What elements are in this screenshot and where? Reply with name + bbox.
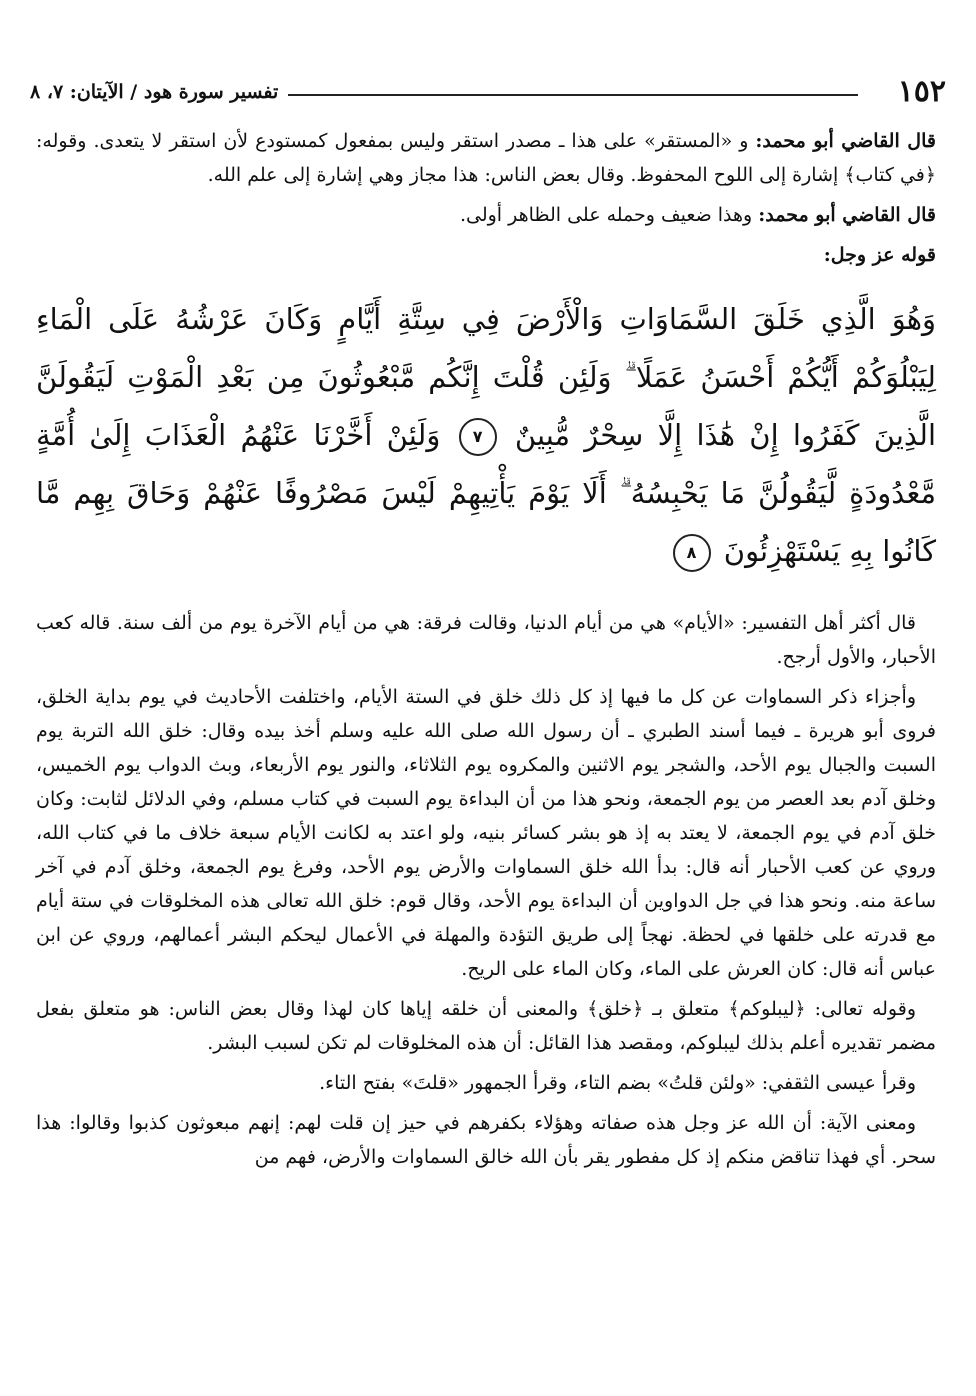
commentary-paragraph-2: وأجزاء ذكر السماوات عن كل ما فيها إذ كل ذلك خلق في الستة الأيام، واختلفت الأحاديث في يوم بداية الخلق، فروى أبو هريرة ـ فيما أسند الطبري ـ أن رسول الله صلى الله عليه وسلم أخذ بيده وقال: خلق الله التربة يوم السبت والجبال يوم الأحد، والشجر يوم الاثنين والمكروه يوم الثلاثاء، والنور يوم الأربعاء، وبث الدواب يوم الخميس، وخلق آدم بعد العصر من يوم الجمعة، ونحو هذا من أن البداءة يوم السبت في كتاب مسلم، وفي الدلائل لثابت: وكان خلق آدم في يوم الجمعة، لا يعتد به إذ هو بشر كسائر بنيه، ولو اعتد به لكانت الأيام سبعة خلاف ما في كتاب الله، وروي عن كعب الأحبار أنه قال: بدأ الله خلق السماوات والأرض يوم الأحد، وفرغ يوم الجمعة، وخلق آدم في آخر ساعة منه. ونحو هذا في جل الدواوين أن البداءة يوم الأحد، وقال قوم: خلق الله تعالى هذه المخلوقات في ستة أيام مع قدرته على خلقها في لحظة. نهجاً إلى طريق التؤدة والمهلة في الأعمال ليحكم البشر أعمالهم، وروي عن ابن عباس أنه قال: كان العرش على الماء، وكان الماء على الريح.: [36, 686, 936, 980]
commentary-paragraph-5: ومعنى الآية: أن الله عز وجل هذه صفاته وهؤلاء بكفرهم في حيز إن قلت لهم: إنهم مبعوثون كذبوا وقالوا: هذا سحر. أي فهذا تناقض منكم إذ كل مفطور يقر بأن الله خالق السماوات والأرض، فهم من: [36, 1112, 936, 1168]
paragraph-text: و «المستقر» على هذا ـ مصدر استقر وليس بمفعول كمستودع لأن استقر لا يتعدى. وقوله: ﴿في كتاب﴾ إشارة إلى اللوح المحفوظ. وقال بعض الناس: هذا مجاز وهي إشارة إلى علم الله.: [36, 130, 936, 186]
ayah-number-7: ٧: [459, 418, 497, 456]
paragraph-lead: قال القاضي أبو محمد:: [755, 130, 936, 152]
paragraph-lead: قال القاضي أبو محمد:: [758, 204, 936, 226]
quran-verse-8: وَلَئِنْ أَخَّرْنَا عَنْهُمُ الْعَذَابَ إِلَىٰ أُمَّةٍ مَّعْدُودَةٍ لَّيَقُولُنَّ مَا يَحْبِسُهُ ۗ أَلَا يَوْمَ يَأْتِيهِمْ لَيْسَ مَصْرُوفًا عَنْهُمْ وَحَاقَ بِهِم مَّا كَانُوا بِهِ يَسْتَهْزِئُونَ: [36, 418, 936, 568]
page-body: [36, 124, 936, 1180]
quran-verses: [36, 290, 936, 580]
quran-verse-7: وَهُوَ الَّذِي خَلَقَ السَّمَاوَاتِ وَالْأَرْضَ فِي سِتَّةِ أَيَّامٍ وَكَانَ عَرْشُهُ عَلَى الْمَاءِ لِيَبْلُوَكُمْ أَيُّكُمْ أَحْسَنُ عَمَلًا ۗ وَلَئِن قُلْتَ إِنَّكُم مَّبْعُوثُونَ مِن بَعْدِ الْمَوْتِ لَيَقُولَنَّ الَّذِينَ كَفَرُوا إِنْ هَٰذَا إِلَّا سِحْرٌ مُّبِينٌ: [36, 302, 937, 452]
page-number: ١٥٢: [897, 74, 946, 109]
paragraph-qadi-1: [36, 124, 936, 192]
paragraph-qadi-2: [36, 198, 936, 232]
ayah-number-8: ٨: [673, 534, 711, 572]
page-header: [30, 72, 946, 112]
paragraph-verse-intro: [36, 238, 936, 272]
commentary-paragraph-3: وقوله تعالى: ﴿ليبلوكم﴾ متعلق بـ ﴿خلق﴾ والمعنى أن خلقه إياها كان لهذا وقال بعض الناس: هو متعلق بفعل مضمر تقديره أعلم بذلك ليبلوكم، ومقصد هذا القائل: أن هذه المخلوقات لم تكن لسبب البشر.: [36, 998, 936, 1054]
paragraph-lead: قوله عز وجل:: [823, 244, 936, 266]
commentary-paragraph-4: وقرأ عيسى الثقفي: «ولئن قلتُ» بضم التاء، وقرأ الجمهور «قلتَ» بفتح التاء.: [319, 1072, 916, 1094]
running-title: تفسير سورة هود / الآيتان: ٧، ٨: [30, 78, 288, 106]
commentary-paragraph-1: قال أكثر أهل التفسير: «الأيام» هي من أيام الدنيا، وقالت فرقة: هي من أيام الآخرة يوم من ألف سنة. قاله كعب الأحبار، والأول أرجح.: [36, 612, 936, 668]
paragraph-text: وهذا ضعيف وحمله على الظاهر أولى.: [459, 204, 759, 226]
